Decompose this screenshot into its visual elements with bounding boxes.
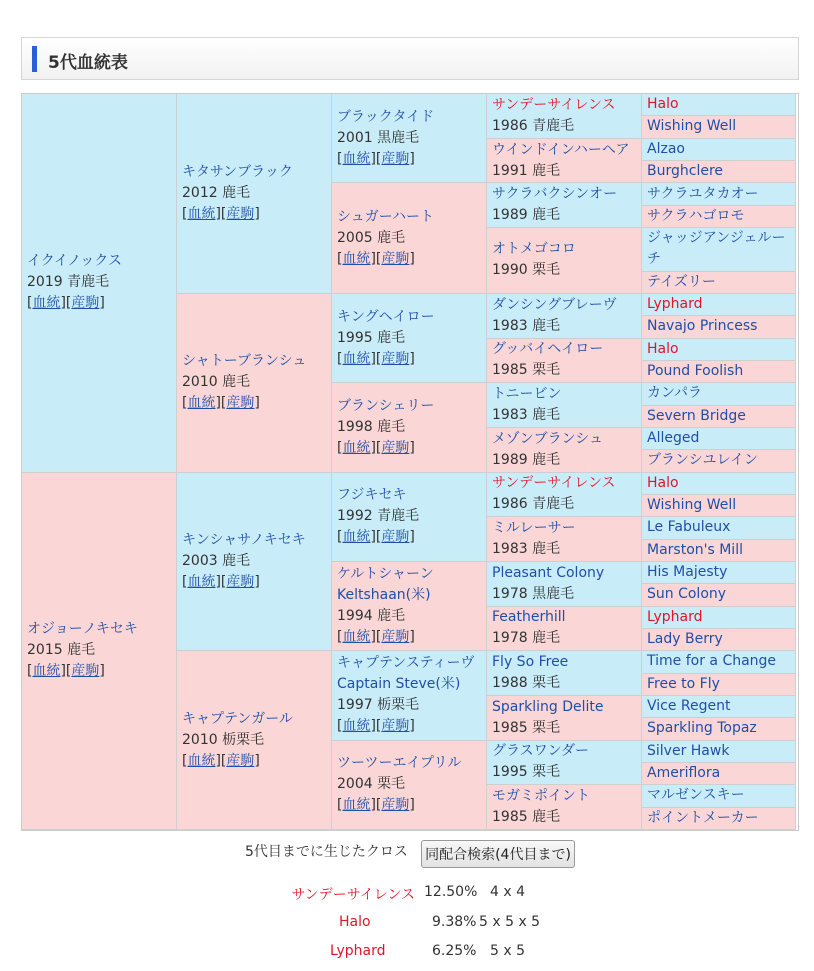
horse-info: 1978 鹿毛 (492, 630, 561, 647)
horse-links: [血統][産駒] (27, 295, 105, 312)
horse-name-link[interactable]: オジョーノキセキ (27, 621, 138, 638)
horse-name-link[interactable]: Sparkling Topaz (647, 720, 757, 737)
progeny-link[interactable]: 産駒 (71, 663, 100, 680)
horse-name-link[interactable]: サクラユタカオー (647, 185, 759, 202)
horse-links: [血統][産駒] (337, 250, 415, 267)
pedigree-cell-g5 (642, 517, 796, 539)
pedigree-cell-g5 (642, 607, 796, 629)
cross-row (0, 914, 814, 938)
progeny-link[interactable]: 産駒 (381, 529, 410, 546)
horse-name-link[interactable]: Sparkling Delite (492, 698, 604, 715)
pedigree-link[interactable]: 血統 (187, 395, 216, 412)
pedigree-cell-g4 (487, 741, 642, 786)
progeny-link[interactable]: 産駒 (381, 629, 410, 646)
pedigree-cell-g5 (642, 428, 796, 450)
pedigree-cell-g5 (642, 383, 796, 405)
pedigree-cell-g1 (22, 473, 177, 830)
progeny-link[interactable]: 産駒 (226, 752, 255, 769)
pedigree-cell-g3 (332, 741, 487, 830)
cross-row (0, 884, 814, 908)
horse-name-link[interactable]: Le Fabuleux (647, 519, 731, 536)
pedigree-cell-g5 (642, 674, 796, 696)
horse-links: [血統][産駒] (182, 573, 260, 590)
pedigree-cell-g2 (177, 473, 332, 652)
pedigree-cell-g4 (487, 607, 642, 652)
horse-info: 1985 栗毛 (492, 362, 561, 379)
horse-info: 1983 鹿毛 (492, 317, 561, 334)
horse-name-link[interactable]: Wishing Well (647, 118, 737, 135)
horse-name-link[interactable]: イクイノックス (27, 253, 123, 270)
pedigree-link[interactable]: 血統 (187, 573, 216, 590)
horse-name-link[interactable]: キャプテンガール (182, 710, 294, 727)
pedigree-cell-g5 (642, 540, 796, 562)
horse-info: 1985 鹿毛 (492, 809, 561, 826)
pedigree-link[interactable]: 血統 (342, 250, 371, 267)
horse-name-link[interactable]: Severn Bridge (647, 407, 746, 424)
horse-name-link[interactable]: キングヘイロー (337, 308, 435, 325)
horse-name-link[interactable]: サンデーサイレンス (492, 475, 616, 492)
pedigree-cell-g3 (332, 383, 487, 472)
horse-name-link[interactable]: His Majesty (647, 564, 728, 581)
horse-name-link[interactable]: テイズリー (647, 273, 716, 290)
horse-name-link[interactable]: Halo (647, 340, 679, 357)
horse-info: 1992 青鹿毛 (337, 508, 420, 525)
horse-name-link[interactable]: サクラハゴロモ (647, 207, 745, 224)
horse-info: 1994 鹿毛 (337, 608, 406, 625)
pedigree-link[interactable]: 血統 (32, 663, 61, 680)
cross-pattern: 4 x 4 (490, 884, 525, 900)
horse-name-link[interactable]: Lady Berry (647, 631, 723, 648)
pedigree-link[interactable]: 血統 (342, 150, 371, 167)
horse-info: 1983 鹿毛 (492, 407, 561, 424)
horse-name-link[interactable]: Fly So Free (492, 654, 569, 671)
pedigree-cell-g5 (642, 361, 796, 383)
pedigree-link[interactable]: 血統 (342, 718, 371, 735)
horse-info: 1989 鹿毛 (492, 207, 561, 224)
horse-name-link[interactable]: Free to Fly (647, 675, 720, 692)
pedigree-cell-g5 (642, 116, 796, 138)
horse-name-link[interactable]: Vice Regent (647, 698, 731, 715)
pedigree-cell-g3 (332, 651, 487, 740)
pedigree-cell-g1 (22, 94, 177, 473)
pedigree-cell-g4 (487, 696, 642, 741)
pedigree-cell-g5 (642, 450, 796, 472)
horse-info: 1991 鹿毛 (492, 162, 561, 179)
horse-links: [血統][産駒] (182, 752, 260, 769)
pedigree-cell-g4 (487, 94, 642, 139)
progeny-link[interactable]: 産駒 (381, 439, 410, 456)
horse-name-link[interactable]: キタサンブラック (182, 163, 293, 180)
pedigree-cell-g5 (642, 406, 796, 428)
horse-name-link[interactable]: Pleasant Colony (492, 564, 605, 581)
progeny-link[interactable]: 産駒 (381, 150, 410, 167)
pedigree-cell-g5 (642, 808, 796, 830)
horse-info: 1983 鹿毛 (492, 541, 561, 558)
horse-name-link[interactable]: ブラックタイド (337, 108, 435, 125)
horse-info: 2010 栃栗毛 (182, 731, 265, 748)
horse-name-link[interactable]: オトメゴコロ (492, 241, 576, 258)
pedigree-cell-g4 (487, 294, 642, 339)
horse-name-link[interactable]: ブランシェリー (337, 397, 435, 414)
pedigree-cell-g5 (642, 763, 796, 785)
pedigree-cell-g3 (332, 94, 487, 183)
pedigree-cell-g5 (642, 294, 796, 316)
pedigree-cell-g4 (487, 473, 642, 518)
horse-name-en-link[interactable]: Captain Steve(米) (337, 676, 461, 693)
horse-links: [血統][産駒] (337, 529, 415, 546)
horse-name-link[interactable]: Silver Hawk (647, 742, 730, 759)
pedigree-cell-g2 (177, 94, 332, 294)
horse-name-link[interactable]: トニービン (492, 386, 562, 403)
horse-name-link[interactable]: フジキセキ (337, 487, 407, 504)
cross-percent: 12.50% (424, 884, 478, 900)
horse-info: 1995 栗毛 (492, 764, 561, 781)
horse-name-en-link[interactable]: Keltshaan(米) (337, 587, 431, 604)
horse-name-link[interactable]: Pound Foolish (647, 363, 744, 380)
horse-info: 2012 鹿毛 (182, 184, 251, 201)
horse-name-link[interactable]: サクラバクシンオー (492, 186, 618, 203)
horse-links: [血統][産駒] (337, 439, 415, 456)
horse-name-link[interactable]: Halo (647, 96, 679, 113)
pedigree-cell-g4 (487, 139, 642, 184)
horse-name-link[interactable]: ケルトシャーン (337, 566, 434, 583)
pedigree-cell-g4 (487, 428, 642, 473)
progeny-link[interactable]: 産駒 (381, 350, 410, 367)
pedigree-cell-g3 (332, 473, 487, 562)
horse-name-link[interactable]: Alzao (647, 140, 685, 157)
horse-name-link[interactable]: Marston's Mill (647, 541, 743, 558)
progeny-link[interactable]: 産駒 (381, 250, 410, 267)
horse-info: 1986 青鹿毛 (492, 496, 575, 513)
pedigree-cell-g4 (487, 651, 642, 696)
horse-name-link[interactable]: Alleged (647, 430, 700, 447)
progeny-link[interactable]: 産駒 (226, 573, 255, 590)
horse-info: 1985 栗毛 (492, 719, 561, 736)
cross-row (0, 943, 814, 967)
horse-info: 2004 栗毛 (337, 776, 406, 793)
pedigree-link[interactable]: 血統 (342, 350, 371, 367)
horse-name-link[interactable]: シャトーブランシュ (182, 353, 307, 370)
cross-percent: 6.25% (432, 943, 477, 959)
horse-info: 1998 鹿毛 (337, 418, 406, 435)
pedigree-cell-g3 (332, 294, 487, 383)
pedigree-cell-g5 (642, 495, 796, 517)
horse-name-link[interactable]: Sun Colony (647, 586, 727, 603)
horse-links: [血統][産駒] (337, 350, 415, 367)
cross-pattern: 5 x 5 x 5 (479, 914, 541, 930)
horse-links: [血統][産駒] (182, 395, 260, 412)
pedigree-link[interactable]: 血統 (342, 439, 371, 456)
pedigree-cell-g5 (642, 339, 796, 361)
horse-name-link[interactable]: ジャッジアンジェルーチ (647, 230, 786, 268)
horse-info: 1986 青鹿毛 (492, 117, 575, 134)
progeny-link[interactable]: 産駒 (226, 395, 255, 412)
horse-info: 1990 栗毛 (492, 262, 561, 279)
pedigree-cell-g5 (642, 741, 796, 763)
horse-name-link[interactable]: ツーツーエイプリル (337, 755, 462, 772)
horse-name-link[interactable]: Navajo Princess (647, 318, 758, 335)
pedigree-cell-g5 (642, 228, 796, 272)
pedigree-cell-g3 (332, 183, 487, 293)
horse-info: 2019 青鹿毛 (27, 274, 110, 291)
pedigree-link[interactable]: 血統 (342, 797, 371, 814)
pedigree-cell-g5 (642, 785, 796, 807)
progeny-link[interactable]: 産駒 (226, 205, 255, 222)
pedigree-link[interactable]: 血統 (187, 205, 216, 222)
cross-horse-link[interactable]: Lyphard (330, 943, 386, 959)
horse-name-link[interactable]: Lyphard (647, 608, 703, 625)
horse-links: [血統][産駒] (337, 797, 415, 814)
cross-percent: 9.38% (432, 914, 477, 930)
horse-name-link[interactable]: Featherhill (492, 609, 566, 626)
horse-info: 2015 鹿毛 (27, 642, 96, 659)
horse-info: 1997 栃栗毛 (337, 697, 420, 714)
horse-name-link[interactable]: Burghclere (647, 163, 724, 180)
pedigree-cell-g4 (487, 383, 642, 428)
horse-name-link[interactable]: ウインドインハーヘア (492, 141, 630, 158)
pedigree-cell-g5 (642, 94, 796, 116)
horse-info: 1978 黒鹿毛 (492, 585, 575, 602)
pedigree-cell-g5 (642, 161, 796, 183)
horse-links: [血統][産駒] (27, 663, 105, 680)
pedigree-cell-g4 (487, 228, 642, 294)
pedigree-cell-g4 (487, 785, 642, 830)
horse-links: [血統][産駒] (337, 629, 415, 646)
pedigree-link[interactable]: 血統 (342, 529, 371, 546)
progeny-link[interactable]: 産駒 (71, 295, 100, 312)
horse-name-link[interactable]: Lyphard (647, 296, 703, 312)
horse-name-link[interactable]: メゾンブランシュ (492, 430, 603, 447)
horse-name-link[interactable]: Halo (647, 474, 679, 491)
pedigree-cell-g5 (642, 206, 796, 228)
pedigree-cell-g5 (642, 183, 796, 205)
horse-info: 1989 鹿毛 (492, 451, 561, 468)
horse-info: 1988 栗毛 (492, 675, 561, 692)
pedigree-cell-g5 (642, 718, 796, 740)
pedigree-cell-g5 (642, 629, 796, 651)
horse-name-link[interactable]: キンシャサノキセキ (182, 531, 306, 548)
pedigree-cell-g4 (487, 339, 642, 384)
pedigree-cell-g5 (642, 562, 796, 584)
same-mating-search-button[interactable]: 同配合検索(4代目まで) (421, 840, 575, 868)
pedigree-cell-g4 (487, 517, 642, 562)
pedigree-table (21, 93, 799, 831)
horse-name-link[interactable]: グッバイヘイロー (492, 341, 604, 358)
horse-name-link[interactable]: グラスワンダー (492, 743, 590, 760)
horse-info: 1995 鹿毛 (337, 329, 406, 346)
horse-name-link[interactable]: ダンシングブレーヴ (492, 296, 617, 313)
horse-info: 2001 黒鹿毛 (337, 129, 420, 146)
horse-name-link[interactable]: カンパラ (647, 385, 703, 402)
horse-name-link[interactable]: Ameriflora (647, 765, 721, 782)
horse-name-link[interactable]: Time for a Change (647, 653, 777, 670)
horse-info: 2005 鹿毛 (337, 229, 406, 246)
pedigree-cell-g4 (487, 562, 642, 607)
pedigree-cell-g5 (642, 651, 796, 673)
horse-links: [血統][産駒] (337, 150, 415, 167)
pedigree-cell-g2 (177, 294, 332, 473)
progeny-link[interactable]: 産駒 (381, 718, 410, 735)
cross-horse-link[interactable]: サンデーサイレンス (291, 887, 415, 903)
pedigree-link[interactable]: 血統 (32, 295, 61, 312)
horse-name-link[interactable]: シュガーハート (337, 208, 435, 225)
horse-name-link[interactable]: ミルレーサー (492, 520, 576, 537)
pedigree-cell-g5 (642, 139, 796, 161)
pedigree-link[interactable]: 血統 (187, 752, 216, 769)
cross-pattern: 5 x 5 (490, 943, 525, 959)
horse-name-link[interactable]: キャプテンスティーヴ (337, 655, 475, 672)
section-title: 5代血統表 (48, 53, 128, 73)
pedigree-cell-g4 (487, 183, 642, 228)
cross-horse-link[interactable]: Halo (339, 914, 371, 930)
pedigree-cell-g5 (642, 696, 796, 718)
horse-name-link[interactable]: Wishing Well (647, 497, 737, 514)
horse-name-link[interactable]: ポイントメーカー (647, 809, 759, 826)
horse-name-link[interactable]: ブランシユレイン (647, 452, 758, 469)
horse-name-link[interactable]: マルゼンスキー (647, 787, 745, 804)
progeny-link[interactable]: 産駒 (381, 797, 410, 814)
horse-name-link[interactable]: サンデーサイレンス (492, 96, 616, 113)
horse-name-link[interactable]: モガミポイント (492, 788, 590, 805)
pedigree-cell-g2 (177, 651, 332, 830)
pedigree-cell-g5 (642, 473, 796, 495)
pedigree-cell-g5 (642, 272, 796, 294)
horse-links: [血統][産駒] (337, 718, 415, 735)
pedigree-cell-g5 (642, 316, 796, 338)
pedigree-cell-g5 (642, 584, 796, 606)
horse-info: 2003 鹿毛 (182, 552, 251, 569)
header-accent-bar (32, 46, 37, 72)
section-header (21, 37, 799, 80)
horse-links: [血統][産駒] (182, 205, 260, 222)
pedigree-link[interactable]: 血統 (342, 629, 371, 646)
cross-label: 5代目までに生じたクロス (245, 844, 408, 860)
horse-info: 2010 鹿毛 (182, 374, 251, 391)
pedigree-cell-g3 (332, 562, 487, 651)
